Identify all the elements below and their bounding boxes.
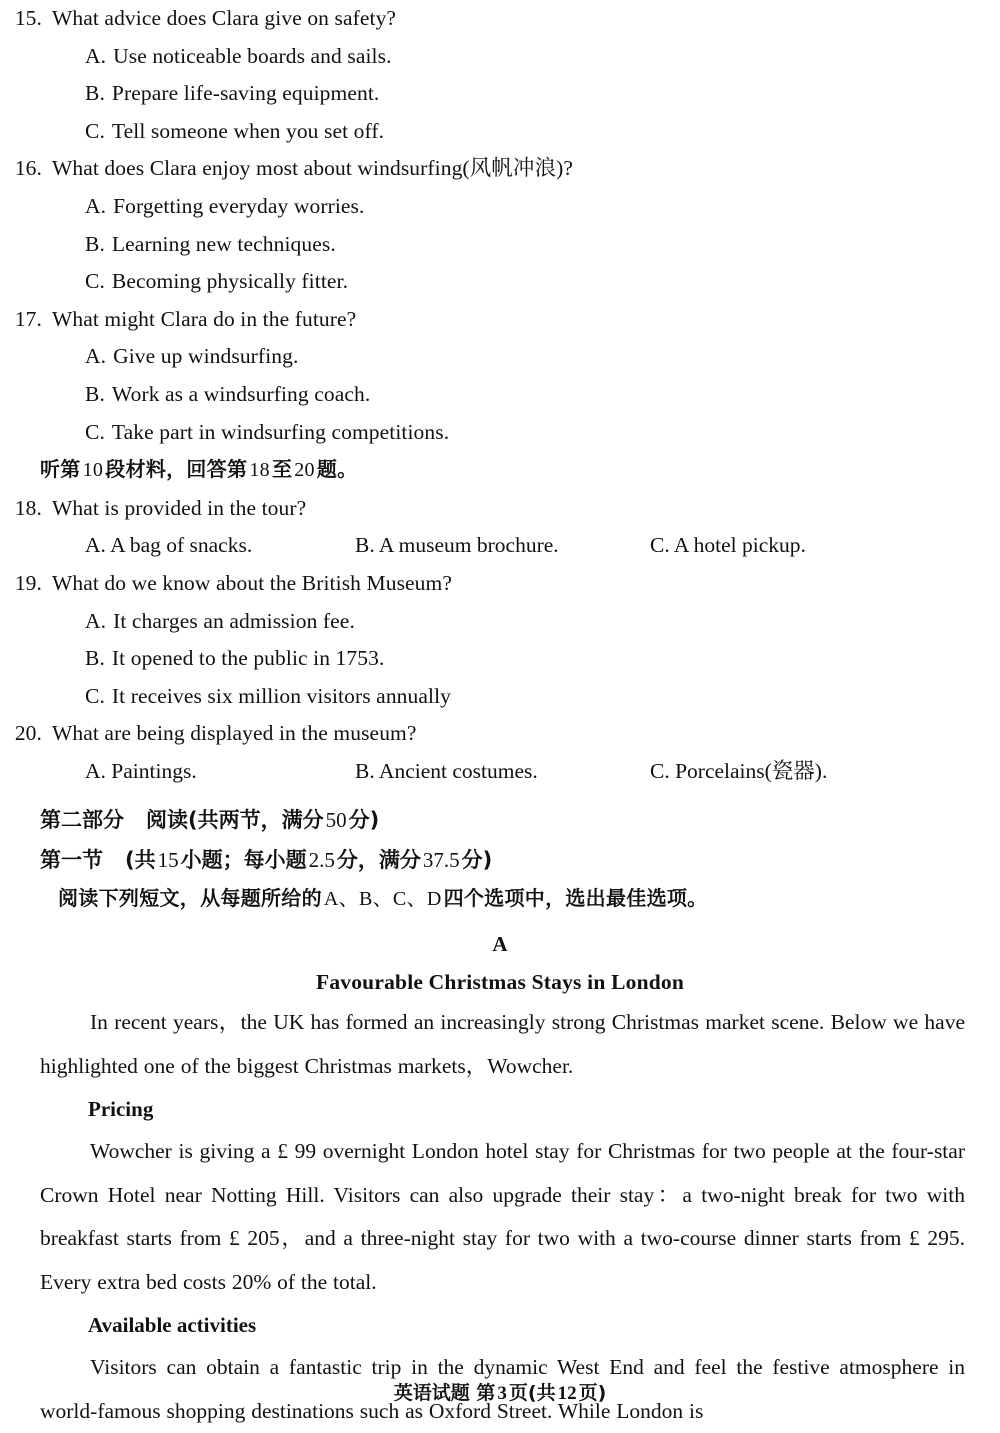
passage-intro-paragraph: In recent years，the UK has formed an increasingly strong Christmas market scene. Below we have highlighted one of the biggest Christmas markets，Wowcher.: [40, 1010, 965, 1078]
reading-direction-part1: 阅读下列短文，从每题所给的: [58, 886, 322, 911]
question-block-16: [0, 150, 1000, 300]
option-text: Prepare life-saving equipment.: [111, 81, 380, 106]
option-18-c[interactable]: [650, 527, 806, 565]
option-text: It charges an admission fee.: [113, 608, 355, 633]
passage-subheading-pricing: Pricing: [88, 1097, 154, 1122]
question-number-20: 20.: [14, 721, 42, 746]
option-letter: A.: [85, 344, 107, 369]
passage-activities-paragraph: Visitors can obtain a fantastic trip in the dynamic West End and feel the festive atmosphere in world-famous shopping destinations such as Oxford Street. While London is: [40, 1355, 965, 1423]
footer-total-pages: 12: [557, 1383, 577, 1404]
option-text: It opened to the public in 1753.: [111, 646, 385, 671]
question-text-19: What do we know about the British Museum?: [52, 570, 452, 595]
part-two-tail: 分): [348, 808, 380, 833]
option-19-c[interactable]: [0, 678, 1000, 716]
option-20-c[interactable]: [650, 753, 827, 791]
option-letter: A.: [85, 43, 107, 68]
part-two-title: 阅读(共两节，满分: [146, 808, 324, 833]
section-one-mid1: 小题；每小题: [180, 848, 307, 873]
option-letter: B.: [85, 81, 105, 106]
direction-middle: 段材料，回答第: [105, 457, 248, 482]
option-text: Porcelains(瓷器).: [675, 758, 828, 783]
passage-title: Favourable Christmas Stays in London: [316, 970, 684, 995]
option-text: Give up windsurfing.: [113, 344, 299, 369]
question-text-20: What are being displayed in the museum?: [52, 721, 417, 746]
option-17-c[interactable]: [0, 414, 1000, 452]
footer-page-number: 3: [497, 1383, 507, 1404]
option-15-b[interactable]: [0, 75, 1000, 113]
part-two-label: 第二部分: [40, 808, 124, 833]
option-letter: B.: [355, 533, 375, 558]
option-19-a[interactable]: [0, 603, 1000, 641]
question-stem-17: [0, 301, 1000, 339]
direction-question-from: 18: [249, 459, 270, 482]
reading-direction-part2: 四个选项中，选出最佳选项。: [443, 886, 708, 911]
passage-pricing-paragraph: Wowcher is giving a £ 99 overnight London hotel stay for Christmas for two people at the four-star Crown Hotel near Notting Hill. Visitors can also upgrade their stay：a two-night break for two with breakfast starts from £ 205，and a three-night stay for two with a two-course dinner starts from £ 295. Every extra bed costs 20% of the total.: [40, 1139, 965, 1294]
option-letter: C.: [650, 533, 670, 558]
direction-prefix: 听第: [40, 457, 81, 482]
direction-to: 至: [271, 457, 293, 482]
option-text: Use noticeable boards and sails.: [113, 43, 392, 68]
option-letter: A.: [85, 758, 106, 783]
option-20-b[interactable]: [355, 753, 538, 791]
option-16-c[interactable]: [0, 263, 1000, 301]
footer-subject: 英语试题: [393, 1382, 470, 1404]
question-block-15: [0, 0, 1000, 150]
option-text: Becoming physically fitter.: [111, 269, 349, 294]
passage-label: A: [492, 932, 508, 957]
footer-page-unit: 页(共: [508, 1382, 556, 1404]
question-number-16: 16.: [14, 156, 42, 181]
option-16-b[interactable]: [0, 226, 1000, 264]
question-text-18: What is provided in the tour?: [52, 495, 307, 520]
option-17-a[interactable]: [0, 338, 1000, 376]
section-one-open: (共: [125, 848, 156, 873]
option-letter: B.: [85, 381, 105, 406]
reading-direction-letters: A、B、C、D: [323, 888, 442, 911]
section-one-total-score: 37.5: [422, 848, 460, 873]
option-text: Learning new techniques.: [111, 231, 336, 256]
page-footer: [0, 1378, 1000, 1405]
section-one-label: 第一节: [40, 848, 103, 873]
question-block-18: [0, 490, 1000, 565]
question-number-15: 15.: [14, 6, 42, 30]
option-text: A bag of snacks.: [110, 533, 253, 558]
option-17-b[interactable]: [0, 376, 1000, 414]
option-text: Forgetting everyday worries.: [113, 193, 365, 218]
option-text: Ancient costumes.: [378, 758, 538, 783]
option-letter: B.: [85, 231, 105, 256]
option-letter: B.: [85, 646, 105, 671]
section-one-mid2: 分，满分: [336, 848, 421, 873]
option-letter: B.: [355, 758, 375, 783]
part-two-score: 50: [325, 808, 347, 833]
listening-material-direction: [0, 451, 1000, 490]
question-stem-19: [0, 565, 1000, 603]
option-letter: C.: [85, 683, 105, 708]
option-text: A museum brochure.: [378, 533, 559, 558]
question-text-16: What does Clara enjoy most about windsurfing(风帆冲浪)?: [52, 156, 573, 181]
part-two-heading: [0, 800, 1000, 840]
option-16-a[interactable]: [0, 188, 1000, 226]
option-15-a[interactable]: [0, 38, 1000, 76]
option-18-b[interactable]: [355, 527, 559, 565]
question-stem-15: [0, 0, 1000, 38]
question-number-19: 19.: [14, 570, 42, 595]
question-stem-20: [0, 715, 1000, 753]
option-text: Work as a windsurfing coach.: [111, 381, 371, 406]
option-text: Tell someone when you set off.: [111, 118, 385, 143]
option-row-20: [0, 753, 1000, 791]
question-block-17: [0, 301, 1000, 451]
question-text-15: What advice does Clara give on safety?: [52, 6, 397, 30]
option-letter: A.: [85, 533, 106, 558]
section-one-heading: [0, 840, 1000, 880]
passage-subheading-activities: Available activities: [88, 1313, 257, 1338]
footer-page-word: 第: [476, 1382, 496, 1404]
question-text-17: What might Clara do in the future?: [52, 306, 357, 331]
question-block-19: [0, 565, 1000, 715]
direction-question-to: 20: [294, 459, 315, 482]
option-19-b[interactable]: [0, 640, 1000, 678]
direction-suffix: 题。: [316, 457, 358, 482]
option-text: It receives six million visitors annually: [111, 683, 452, 708]
option-20-a[interactable]: [85, 753, 197, 791]
option-letter: C.: [85, 269, 105, 294]
question-number-18: 18.: [14, 495, 42, 520]
option-15-c[interactable]: [0, 113, 1000, 151]
option-letter: A.: [85, 608, 107, 633]
option-letter: A.: [85, 193, 107, 218]
question-stem-18: [0, 490, 1000, 528]
option-letter: C.: [650, 758, 670, 783]
option-text: Take part in windsurfing competitions.: [111, 419, 450, 444]
question-stem-16: [0, 150, 1000, 188]
option-row-18: [0, 527, 1000, 565]
direction-material-number: 10: [82, 459, 104, 482]
section-one-tail: 分): [461, 848, 493, 873]
option-text: A hotel pickup.: [673, 533, 806, 558]
section-one-per-score: 2.5: [308, 848, 335, 873]
option-text: Paintings.: [111, 758, 197, 783]
option-letter: C.: [85, 419, 105, 444]
reading-direction: [0, 880, 1000, 919]
option-letter: C.: [85, 118, 105, 143]
footer-total-unit: 页): [578, 1382, 607, 1404]
question-block-20: [0, 715, 1000, 790]
section-one-count: 15: [157, 848, 179, 873]
question-number-17: 17.: [14, 306, 42, 331]
option-18-a[interactable]: [85, 527, 252, 565]
